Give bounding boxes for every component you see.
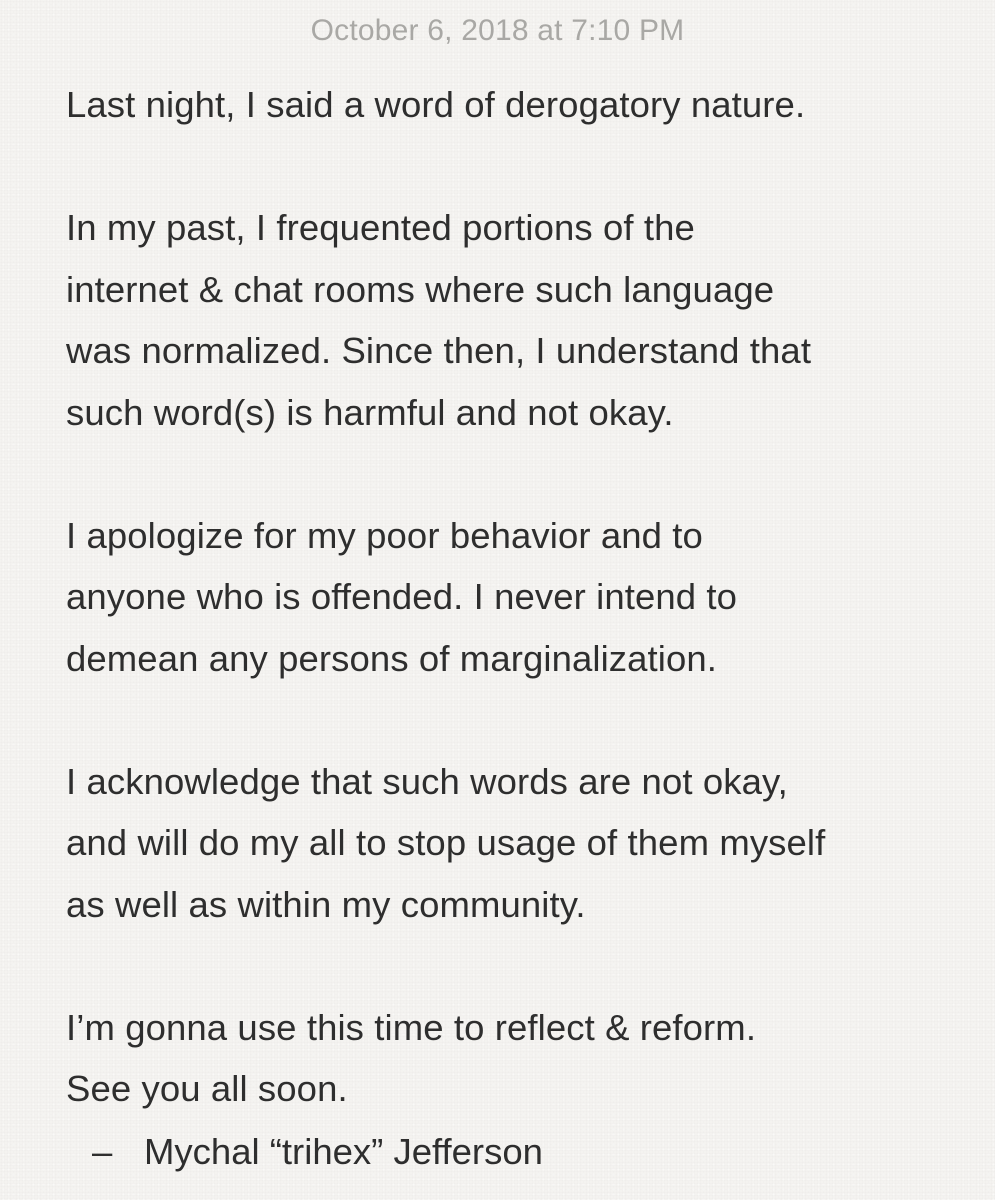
paragraph-5 [66,997,966,1120]
paragraph-4 [66,751,966,936]
text-line: I’m gonna use this time to reflect & reform. [66,1006,757,1048]
signature [92,1121,543,1183]
text-line: I apologize for my poor behavior and to [66,514,703,556]
paragraph-1 [66,74,966,136]
text-line: internet & chat rooms where such language [66,268,775,310]
text-line: I acknowledge that such words are not okay, [66,760,788,802]
text-line: anyone who is offended. I never intend to [66,576,738,617]
text-line: demean any persons of marginalization. [66,637,718,679]
text-line: as well as within my community. [66,883,586,925]
paragraph-2 [66,197,966,443]
text-line: and will do my all to stop usage of them myself [66,822,826,863]
note-body[interactable] [66,74,966,1181]
text-line: In my past, I frequented portions of the [66,207,695,248]
text-line: such word(s) is harmful and not okay. [66,391,674,433]
signature-name: Mychal “trihex” Jefferson [144,1131,543,1172]
signature-dash: – [92,1131,113,1172]
text-line: See you all soon. [66,1068,348,1109]
text-line: Last night, I said a word of derogatory nature. [66,84,806,125]
paragraph-3 [66,505,966,690]
note-timestamp: October 6, 2018 at 7:10 PM [310,14,685,47]
text-line: was normalized. Since then, I understand that [66,330,812,371]
